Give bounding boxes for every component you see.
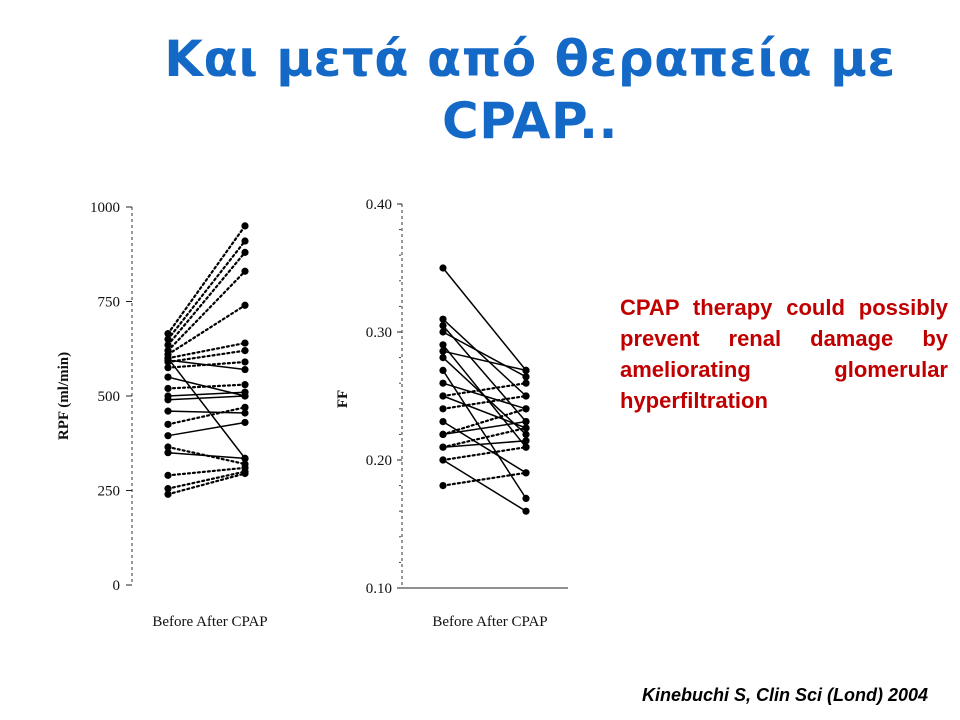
rpf-series-18 <box>164 449 248 462</box>
rpf-point-after <box>241 455 248 462</box>
ff-ylabel: FF <box>335 389 351 409</box>
ff-point-after <box>522 508 529 515</box>
rpf-series-1 <box>164 237 248 342</box>
rpf-xlabel: Before After CPAP <box>152 614 268 630</box>
rpf-series-0 <box>164 222 248 337</box>
ff-point-before <box>439 264 446 271</box>
rpf-point-after <box>241 381 248 388</box>
ff-point-before <box>439 380 446 387</box>
ff-point-before <box>439 405 446 412</box>
ff-point-before <box>439 328 446 335</box>
citation: Kinebuchi S, Clin Sci (Lond) 2004 <box>641 685 928 705</box>
rpf-series-line <box>168 407 245 424</box>
rpf-point-before <box>164 408 171 415</box>
ff-xlabel: Before After CPAP <box>432 614 548 630</box>
rpf-point-after <box>241 358 248 365</box>
ff-point-before <box>439 444 446 451</box>
rpf-point-before <box>164 449 171 456</box>
rpf-point-after <box>241 249 248 256</box>
ff-point-after <box>522 424 529 431</box>
rpf-series-line <box>168 358 245 458</box>
ff-point-after <box>522 405 529 412</box>
rpf-point-before <box>164 432 171 439</box>
ff-point-before <box>439 392 446 399</box>
ff-point-after <box>522 392 529 399</box>
ff-point-after <box>522 431 529 438</box>
rpf-point-after <box>241 470 248 477</box>
rpf-ylabel: RPF (ml/min) <box>56 351 72 441</box>
ff-chart <box>330 185 590 640</box>
rpf-series-line <box>168 396 245 400</box>
rpf-series-line <box>168 392 245 396</box>
rpf-series-20 <box>164 468 248 492</box>
ff-point-after <box>522 469 529 476</box>
rpf-series-line <box>168 241 245 339</box>
ff-series-line <box>443 383 526 409</box>
rpf-series-line <box>168 453 245 459</box>
ff-point-after <box>522 373 529 380</box>
ff-point-before <box>439 341 446 348</box>
rpf-series-line <box>168 422 245 435</box>
ff-point-before <box>439 367 446 374</box>
ff-point-before <box>439 482 446 489</box>
rpf-point-after <box>241 339 248 346</box>
ff-point-before <box>439 322 446 329</box>
rpf-ytick-label: 250 <box>97 483 120 500</box>
ff-series-line <box>443 460 526 511</box>
ff-point-before <box>439 418 446 425</box>
rpf-ytick-label: 500 <box>97 389 120 405</box>
rpf-point-after <box>241 392 248 399</box>
rpf-point-after <box>241 366 248 373</box>
ff-series-17 <box>439 456 529 514</box>
rpf-point-before <box>164 421 171 428</box>
rpf-ytick-label: 750 <box>97 294 120 311</box>
ff-ytick-label: 0.40 <box>365 197 392 213</box>
ff-series-line <box>443 447 526 460</box>
ff-ytick-label: 0.20 <box>365 453 392 469</box>
rpf-point-before <box>164 491 171 498</box>
rpf-point-after <box>241 302 248 309</box>
ff-ytick-label: 0.30 <box>365 325 392 341</box>
ff-point-after <box>522 437 529 444</box>
rpf-point-before <box>164 472 171 479</box>
rpf-series-2 <box>164 249 248 349</box>
rpf-point-after <box>241 347 248 354</box>
rpf-point-after <box>241 419 248 426</box>
ff-point-after <box>522 380 529 387</box>
rpf-point-after <box>241 268 248 275</box>
rpf-point-before <box>164 396 171 403</box>
rpf-point-after <box>241 237 248 244</box>
rpf-series-line <box>168 305 245 354</box>
rpf-point-before <box>164 364 171 371</box>
ff-ytick-label: 0.10 <box>365 581 392 597</box>
rpf-series-line <box>168 271 245 350</box>
rpf-series-line <box>168 226 245 334</box>
rpf-point-before <box>164 374 171 381</box>
rpf-series-line <box>168 411 245 413</box>
slide-title: Και μετά από θεραπεία με CPAP.. <box>164 30 896 150</box>
conclusion-note: CPAP therapy could possibly prevent renal damage by ameliorating glomerular hyperfiltration <box>620 295 948 413</box>
rpf-point-before <box>164 356 171 363</box>
ff-series-line <box>443 422 526 473</box>
rpf-series-line <box>168 360 245 369</box>
rpf-series-line <box>168 473 245 494</box>
rpf-point-before <box>164 385 171 392</box>
ff-point-after <box>522 495 529 502</box>
ff-point-before <box>439 456 446 463</box>
ff-point-after <box>522 418 529 425</box>
rpf-point-after <box>241 404 248 411</box>
ff-point-before <box>439 354 446 361</box>
ff-series-5 <box>439 348 529 374</box>
rpf-point-after <box>241 222 248 229</box>
ff-point-before <box>439 316 446 323</box>
rpf-ytick-label: 1000 <box>90 200 120 216</box>
rpf-chart <box>40 185 300 640</box>
ff-point-before <box>439 348 446 355</box>
ff-point-after <box>522 367 529 374</box>
rpf-ytick-label: 0 <box>112 578 120 594</box>
ff-point-before <box>439 431 446 438</box>
ff-point-after <box>522 444 529 451</box>
ff-series-12 <box>439 418 529 476</box>
